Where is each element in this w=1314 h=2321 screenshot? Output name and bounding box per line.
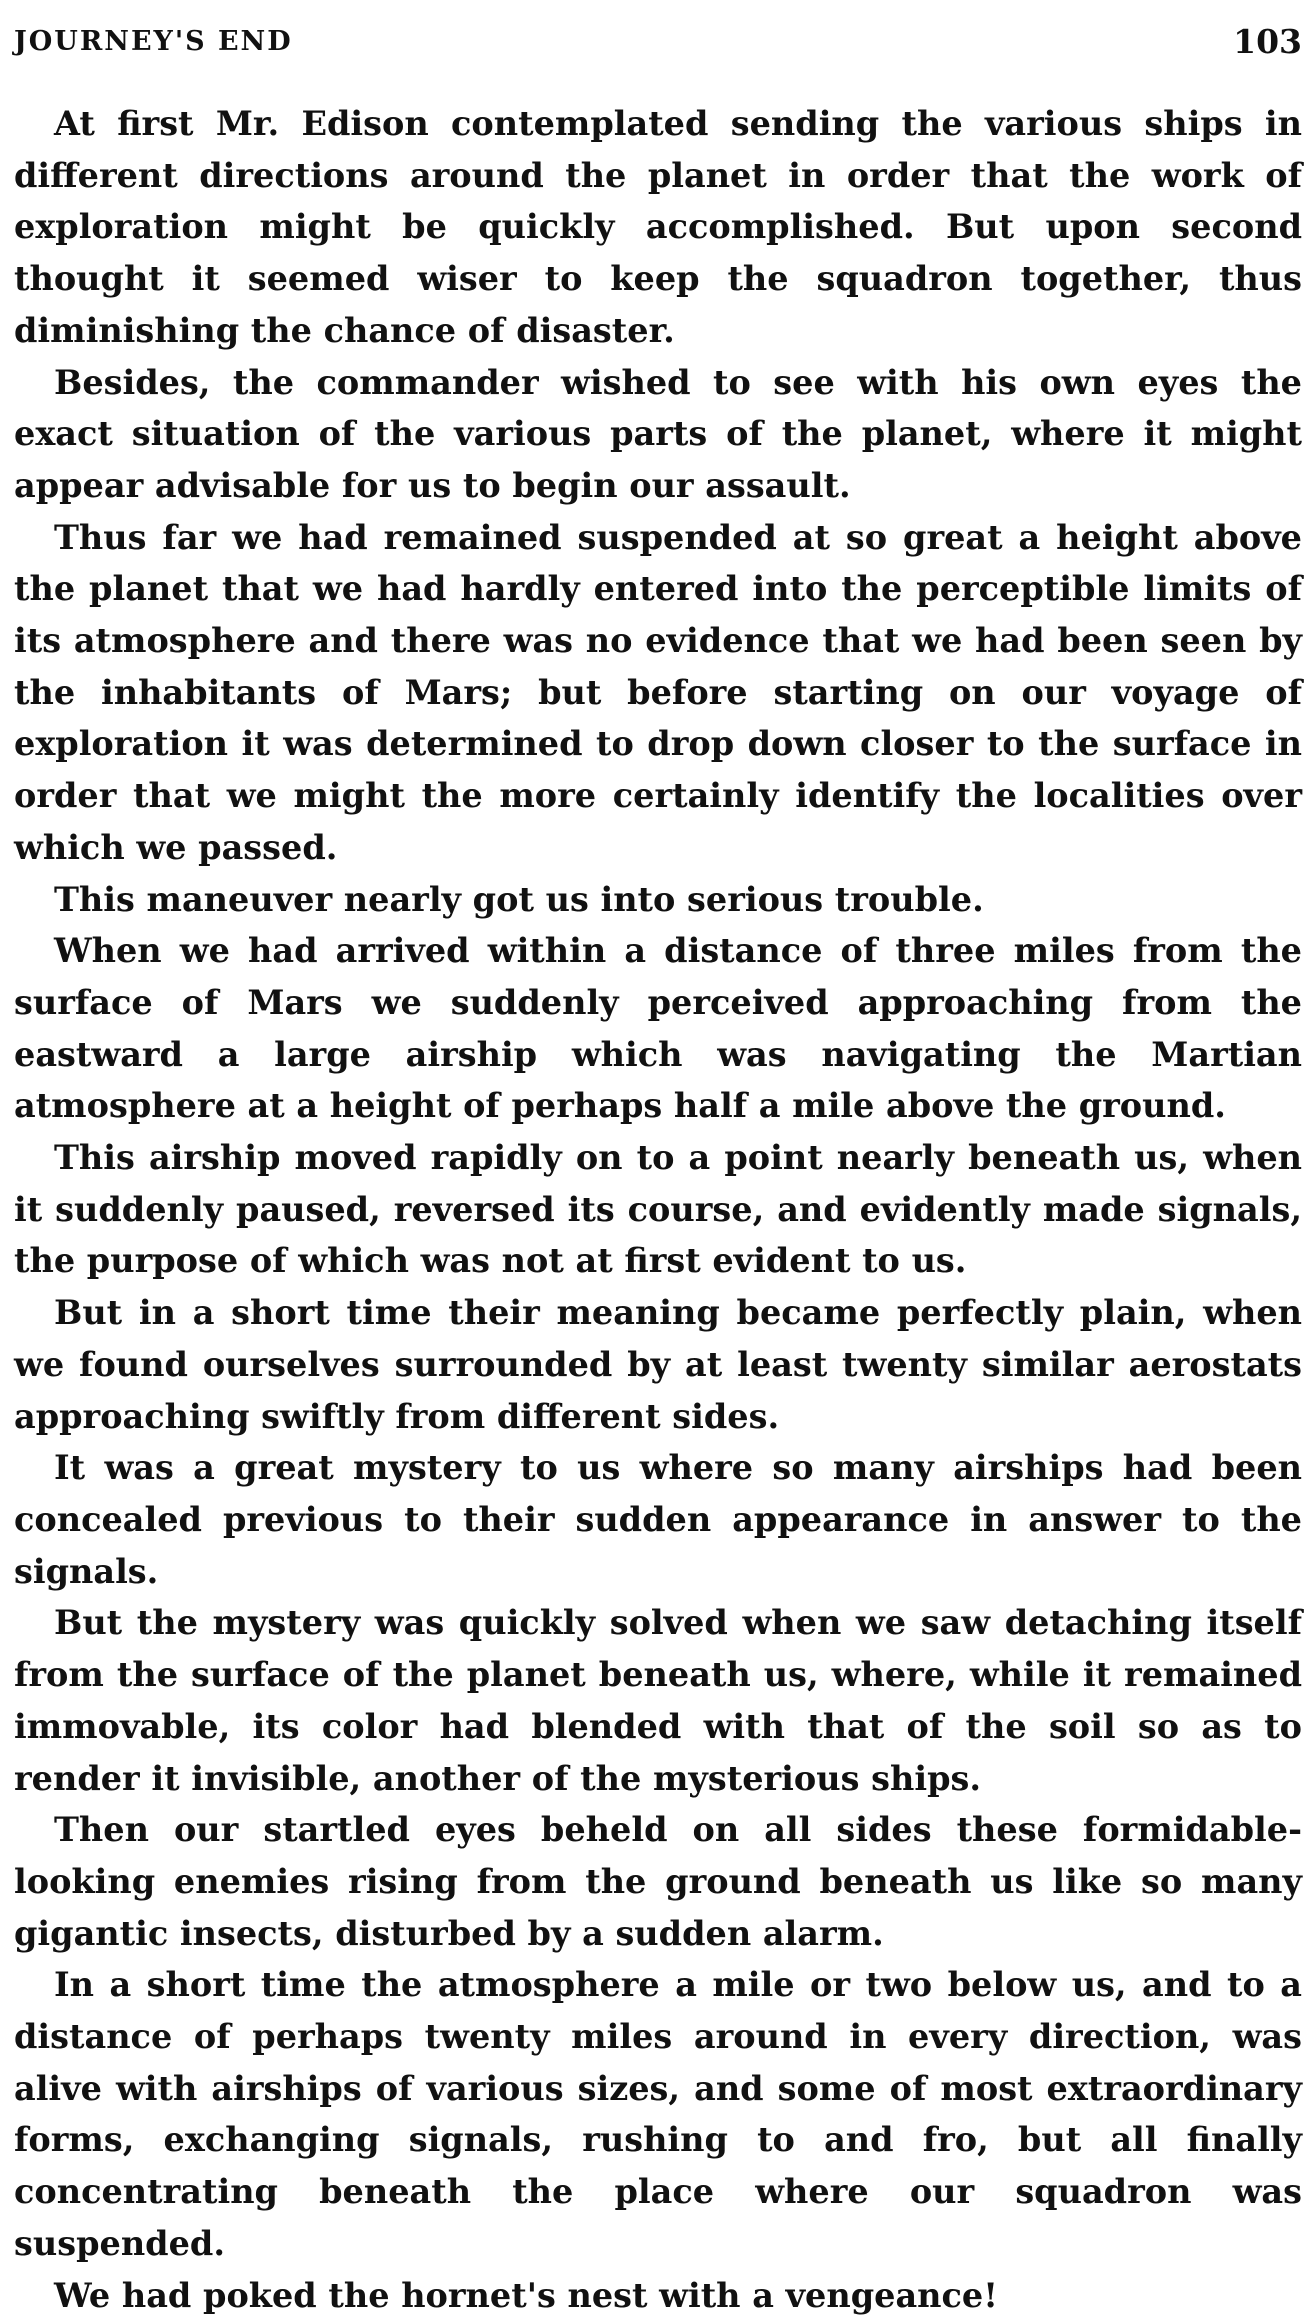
paragraph: This maneuver nearly got us into serious trouble. [54,879,984,919]
paragraph: But in a short time their meaning became perfectly plain, when we found ourselves surrounded by at least twenty similar aerostats approaching swiftly from different sides. [14,1293,1302,1436]
paragraph: Thus far we had remained suspended at so great a height above the planet that we had hardly entered into the perceptible limits of its atmosphere and there was no evidence that we had been seen by the inhabitants of Mars; but before starting on our voyage of exploration it was determined to drop down closer to the surface in order that we might the more certainly identify the localities over which we passed. [14,517,1302,867]
body-text [14,98,1302,2321]
page-number: 103 [1233,22,1302,61]
book-page [14,0,1302,2315]
paragraph: Besides, the commander wished to see with his own eyes the exact situation of the various parts of the planet, where it might appear advisable for us to begin our assault. [14,362,1302,505]
running-head: JOURNEY'S END [14,26,293,57]
paragraph: Then our startled eyes beheld on all sides these formidable-looking enemies rising from the ground beneath us like so many gigantic insects, disturbed by a sudden alarm. [14,1810,1302,1953]
paragraph: We had poked the hornet's nest with a vengeance! [54,2275,998,2315]
paragraph: But the mystery was quickly solved when we saw detaching itself from the surface of the planet beneath us, where, while it remained immovable, its color had blended with that of the soil so as to render it invisible, another of the mysterious ships. [14,1603,1302,1798]
paragraph: This airship moved rapidly on to a point nearly beneath us, when it suddenly paused, reversed its course, and evidently made signals, the purpose of which was not at first evident to us. [14,1138,1302,1281]
paragraph: It was a great mystery to us where so many airships had been concealed previous to their sudden appearance in answer to the signals. [14,1448,1302,1591]
paragraph: When we had arrived within a distance of three miles from the surface of Mars we suddenly perceived approaching from the eastward a large airship which was navigating the Martian atmosphere at a height of perhaps half a mile above the ground. [14,931,1302,1126]
paragraph: In a short time the atmosphere a mile or two below us, and to a distance of perhaps twenty miles around in every direction, was alive with airships of various sizes, and some of most extraordinary forms, exchanging signals, rushing to and fro, but all finally concentrating beneath the place where our squadron was suspended. [14,1965,1302,2263]
paragraph: At first Mr. Edison contemplated sending the various ships in different directions around the planet in order that the work of exploration might be quickly accomplished. But upon second thought it seemed wiser to keep the squadron together, thus diminishing the chance of disaster. [14,104,1302,350]
